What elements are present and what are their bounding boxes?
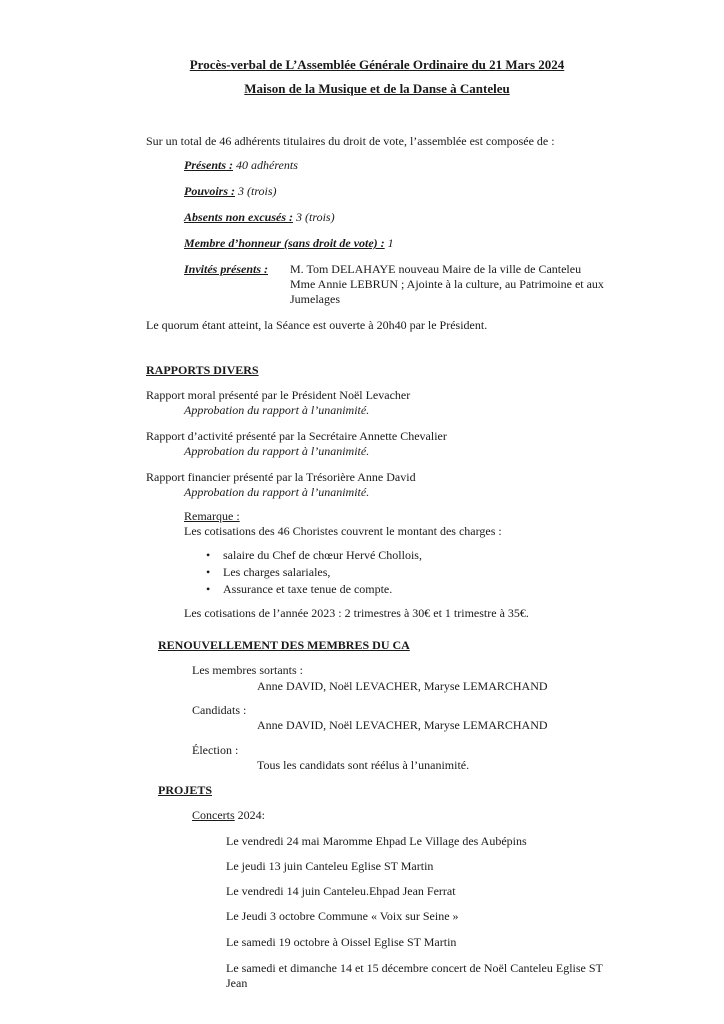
report-activity-approval: Approbation du rapport à l’unanimité. (184, 444, 370, 458)
guests-label: Invités présents : (184, 262, 268, 276)
composition-absent (184, 210, 335, 225)
concert-item: Le vendredi 14 juin Canteleu.Ehpad Jean Ferrat (226, 884, 456, 898)
guest-line-2: Mme Annie LEBRUN ; Ajointe à la culture, au Patrimoine et aux (290, 277, 604, 291)
election-result: Tous les candidats sont réélus à l’unanimité. (257, 758, 470, 772)
candidates-names: Anne DAVID, Noël LEVACHER, Maryse LEMARCHAND (257, 718, 548, 732)
concert-item: Le samedi 19 octobre à Oissel Eglise ST Martin (226, 935, 457, 949)
composition-honorary (184, 236, 394, 251)
election-label: Élection : (192, 743, 239, 757)
projects-heading: PROJETS (158, 783, 213, 797)
concert-item: Le jeudi 13 juin Canteleu Eglise ST Martin (226, 859, 434, 873)
list-item: • Assurance et taxe tenue de compte. (223, 582, 422, 599)
report-activity: Rapport d’activité présenté par la Secrétaire Annette Chevalier (146, 429, 447, 443)
document-title: Procès-verbal de L’Assemblée Générale Ordinaire du 21 Mars 2024 (189, 57, 565, 72)
document-subtitle: Maison de la Musique et de la Danse à Canteleu (244, 81, 510, 96)
outgoing-names: Anne DAVID, Noël LEVACHER, Maryse LEMARCHAND (257, 679, 548, 693)
proxies-label: Pouvoirs : (184, 184, 235, 198)
report-financial-approval: Approbation du rapport à l’unanimité. (184, 485, 370, 499)
guest-line-3: Jumelages (290, 292, 340, 306)
list-item: • Les charges salariales, (223, 565, 422, 582)
concert-item-continued: Jean (226, 976, 248, 990)
concert-item: Le samedi et dimanche 14 et 15 décembre concert de Noël Canteleu Eglise ST (226, 961, 603, 975)
reports-heading: RAPPORTS DIVERS (146, 363, 259, 377)
guest-line-1: M. Tom DELAHAYE nouveau Maire de la ville de Canteleu (290, 262, 582, 276)
remark-label: Remarque : (184, 509, 240, 523)
concert-item: Le Jeudi 3 octobre Commune « Voix sur Seine » (226, 909, 459, 923)
proxies-value: 3 (trois) (238, 184, 277, 198)
report-moral-approval: Approbation du rapport à l’unanimité. (184, 403, 370, 417)
remark-text: Les cotisations des 46 Choristes couvrent le montant des charges : (184, 524, 502, 538)
present-label: Présents : (184, 158, 233, 172)
absent-value: 3 (trois) (296, 210, 335, 224)
concert-item: Le vendredi 24 mai Maromme Ehpad Le Village des Aubépins (226, 834, 527, 848)
outgoing-label: Les membres sortants : (192, 663, 303, 677)
candidates-label: Candidats : (192, 703, 247, 717)
intro-text: Sur un total de 46 adhérents titulaires du droit de vote, l’assemblée est composée de : (146, 134, 555, 148)
concerts-label: Concerts (192, 808, 235, 822)
report-moral: Rapport moral présenté par le Président Noël Levacher (146, 388, 411, 402)
quorum-text: Le quorum étant atteint, la Séance est ouverte à 20h40 par le Président. (146, 318, 488, 332)
honorary-label: Membre d’honneur (sans droit de vote) : (184, 236, 385, 250)
list-item: • salaire du Chef de chœur Hervé Chollois, (223, 548, 422, 565)
concerts-year: 2024: (234, 808, 265, 822)
dues-text: Les cotisations de l’année 2023 : 2 trimestres à 30€ et 1 trimestre à 35€. (184, 606, 529, 620)
honorary-value: 1 (387, 236, 394, 250)
concerts-title (192, 808, 265, 823)
renewal-heading: RENOUVELLEMENT DES MEMBRES DU CA (158, 638, 410, 652)
composition-present (184, 158, 298, 173)
report-financial: Rapport financier présenté par la Trésorière Anne David (146, 470, 416, 484)
charges-list (223, 548, 422, 599)
composition-proxies (184, 184, 277, 199)
present-value: 40 adhérents (236, 158, 298, 172)
absent-label: Absents non excusés : (184, 210, 294, 224)
